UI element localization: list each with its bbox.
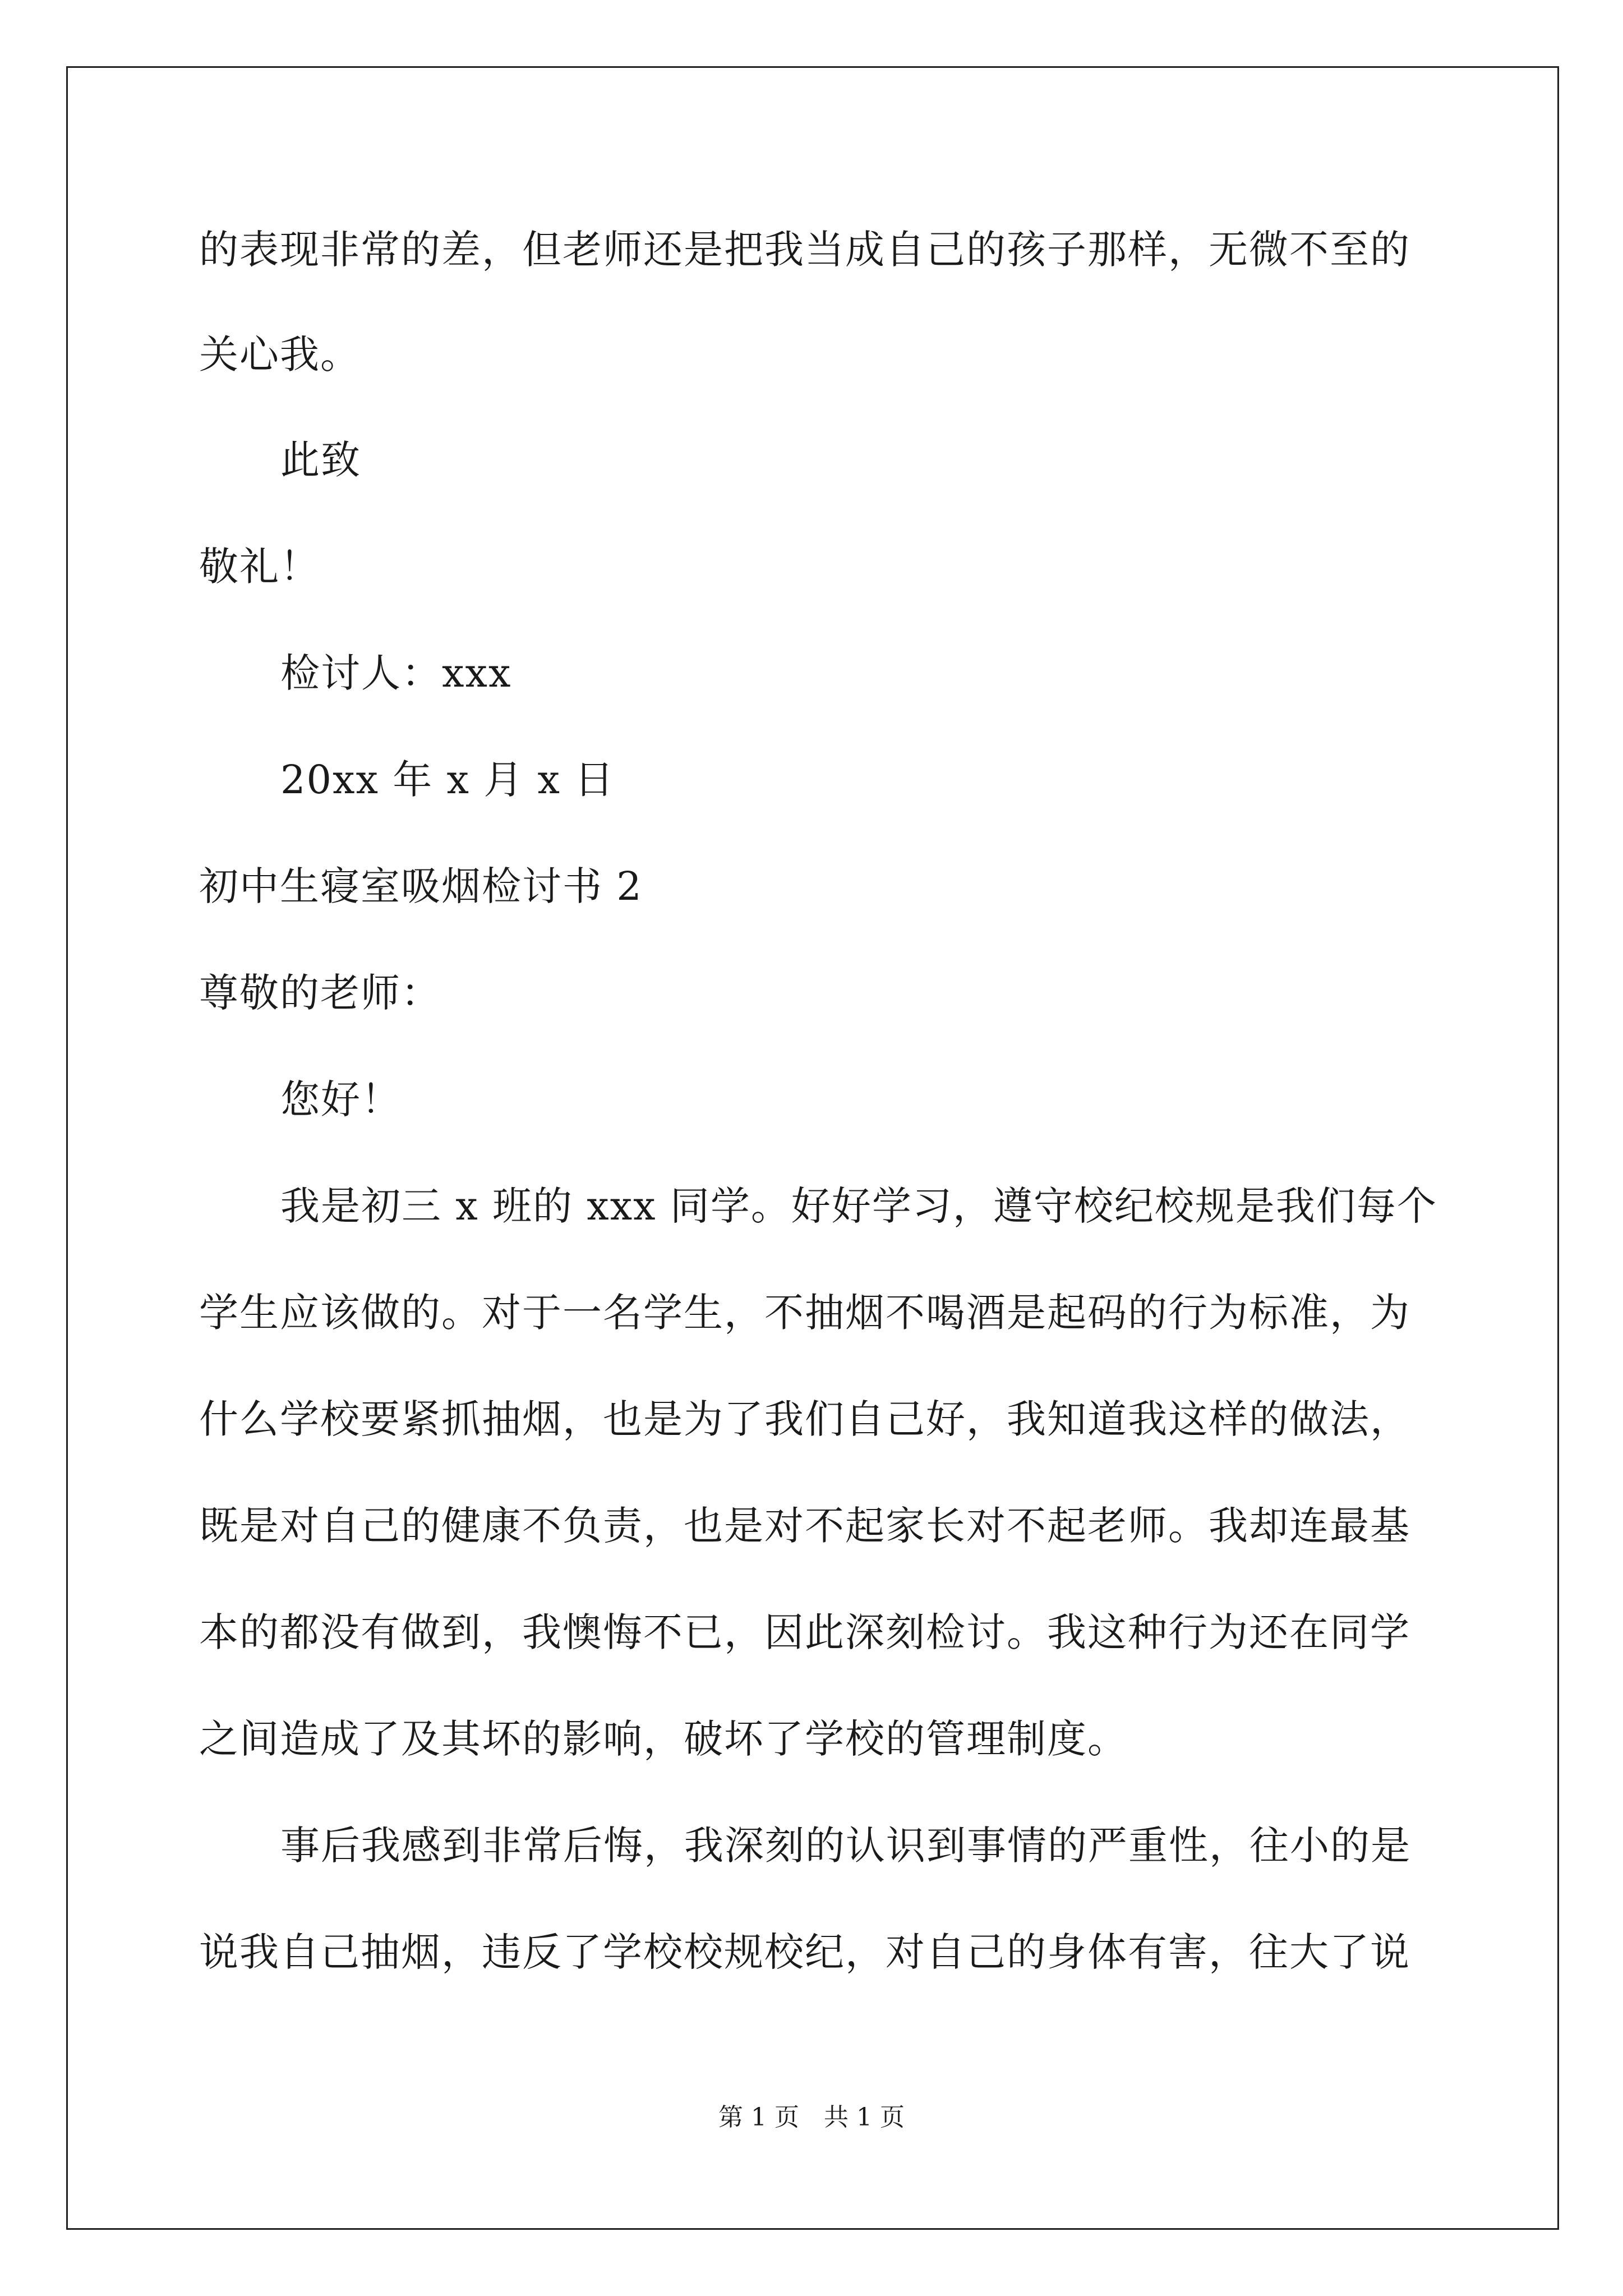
page-number: 第 1 页 共 1 页 — [718, 2103, 905, 2132]
section-title: 初中生寝室吸烟检讨书 2 — [199, 863, 643, 909]
page-border — [66, 66, 1559, 2230]
body-line: 既是对自己的健康不负责，也是对不起家长对不起老师。我却连最基 — [199, 1503, 1410, 1549]
greeting: 您好！ — [280, 1076, 402, 1122]
body-line: 的表现非常的差，但老师还是把我当成自己的孩子那样，无微不至的 — [199, 227, 1410, 273]
body-line: 说我自己抽烟，违反了学校校规校纪，对自己的身体有害，往大了说 — [199, 1929, 1410, 1975]
body-line: 事后我感到非常后悔，我深刻的认识到事情的严重性，往小的是 — [280, 1823, 1411, 1869]
salutation-closing: 此致 — [280, 437, 361, 483]
signer-line: 检讨人：xxx — [280, 650, 512, 696]
closing-respect: 敬礼！ — [199, 544, 320, 590]
body-line: 本的都没有做到，我懊悔不已，因此深刻检讨。我这种行为还在同学 — [199, 1609, 1410, 1655]
body-line: 什么学校要紧抓抽烟，也是为了我们自己好，我知道我这样的做法， — [199, 1396, 1410, 1442]
body-line: 关心我。 — [199, 332, 361, 378]
date-line: 20xx 年 x 月 x 日 — [280, 757, 615, 803]
body-line: 学生应该做的。对于一名学生，不抽烟不喝酒是起码的行为标准，为 — [199, 1290, 1410, 1336]
greeting-recipient: 尊敬的老师： — [199, 970, 441, 1016]
body-line: 我是初三 x 班的 xxx 同学。好好学习，遵守校纪校规是我们每个 — [280, 1183, 1437, 1229]
body-line: 之间造成了及其坏的影响，破坏了学校的管理制度。 — [199, 1716, 1128, 1762]
